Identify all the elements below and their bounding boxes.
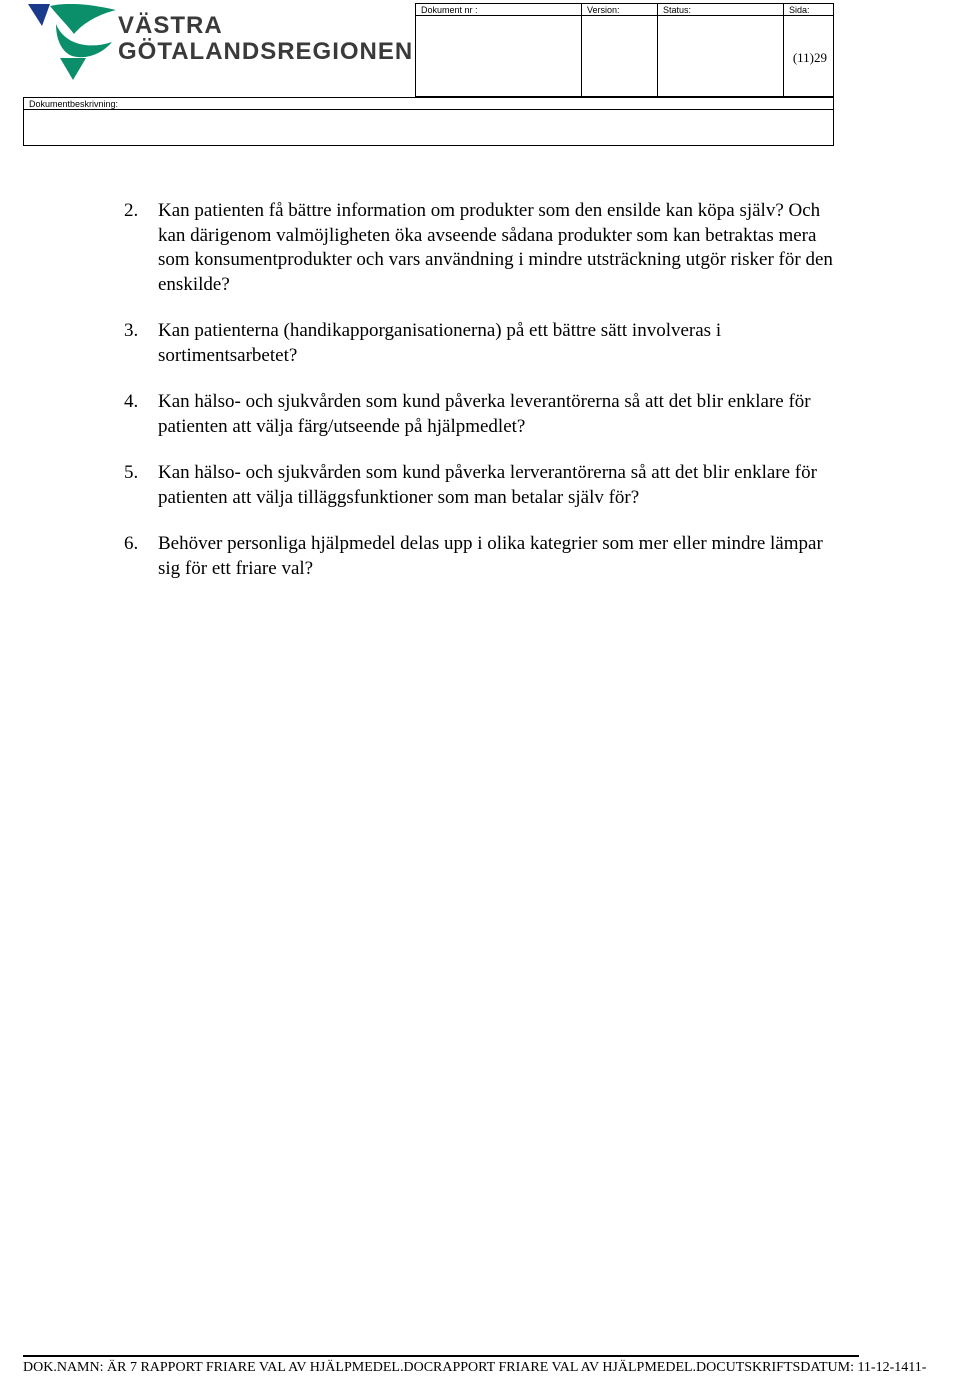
logo-text-line2: GÖTALANDSREGIONEN (118, 38, 414, 65)
page-cell (784, 4, 833, 96)
question-number: 5. (124, 462, 139, 483)
page-number: (11)29 (792, 50, 827, 65)
page-label: Sida: (789, 5, 810, 15)
document-number-label: Dokument nr : (421, 5, 478, 15)
question-item (124, 199, 844, 297)
status-label: Status: (663, 5, 692, 15)
question-number: 4. (124, 391, 139, 412)
document-description-box (23, 97, 834, 146)
question-text: Kan hälso- och sjukvården som kund påverka leverantörerna så att det blir enklare för patienten att välja färg/utseende på hjälpmedlet? (158, 391, 811, 437)
question-item (124, 390, 844, 439)
status-cell (658, 4, 784, 96)
question-list (124, 199, 844, 603)
document-number-cell (416, 4, 582, 96)
question-number: 2. (124, 200, 139, 221)
question-item (124, 319, 844, 368)
question-number: 3. (124, 320, 139, 341)
question-item (124, 461, 844, 510)
question-number: 6. (124, 533, 139, 554)
logo-text-line1: VÄSTRA (118, 12, 223, 39)
footer-document-name: DOK.NAMN: ÄR 7 RAPPORT FRIARE VAL AV HJÄLPMEDEL.DOCRAPPORT FRIARE VAL AV HJÄLPMEDEL.DOCUTSKRIFTSDATUM: 11-12-1411- (23, 1360, 927, 1375)
question-text: Behöver personliga hjälpmedel delas upp i olika kategrier som mer eller mindre lämpar sig för ett friare val? (158, 533, 823, 579)
vastra-gotalandsregionen-logo (28, 4, 414, 84)
question-text: Kan patienten få bättre information om produkter som den ensilde kan köpa själv? Och kan därigenom valmöjligheten öka avseende sådana produkter som kan betraktas mera som konsumentprodukter och vars användning i mindre utsträckning utgör risker för den enskilde? (158, 200, 833, 295)
question-item (124, 532, 844, 581)
question-text: Kan patienterna (handikapporganisationerna) på ett bättre sätt involveras i sortimentsarbetet? (158, 320, 722, 366)
document-description-label: Dokumentbeskrivning: (29, 99, 119, 109)
question-text: Kan hälso- och sjukvården som kund påverka lerverantörerna så att det blir enklare för patienten att välja tilläggsfunktioner som man betalar själv för? (158, 462, 817, 508)
logo-emblem-icon (28, 4, 118, 84)
document-header-table (415, 3, 834, 97)
version-cell (582, 4, 658, 96)
footer-rule (23, 1355, 859, 1357)
version-label: Version: (587, 5, 620, 15)
